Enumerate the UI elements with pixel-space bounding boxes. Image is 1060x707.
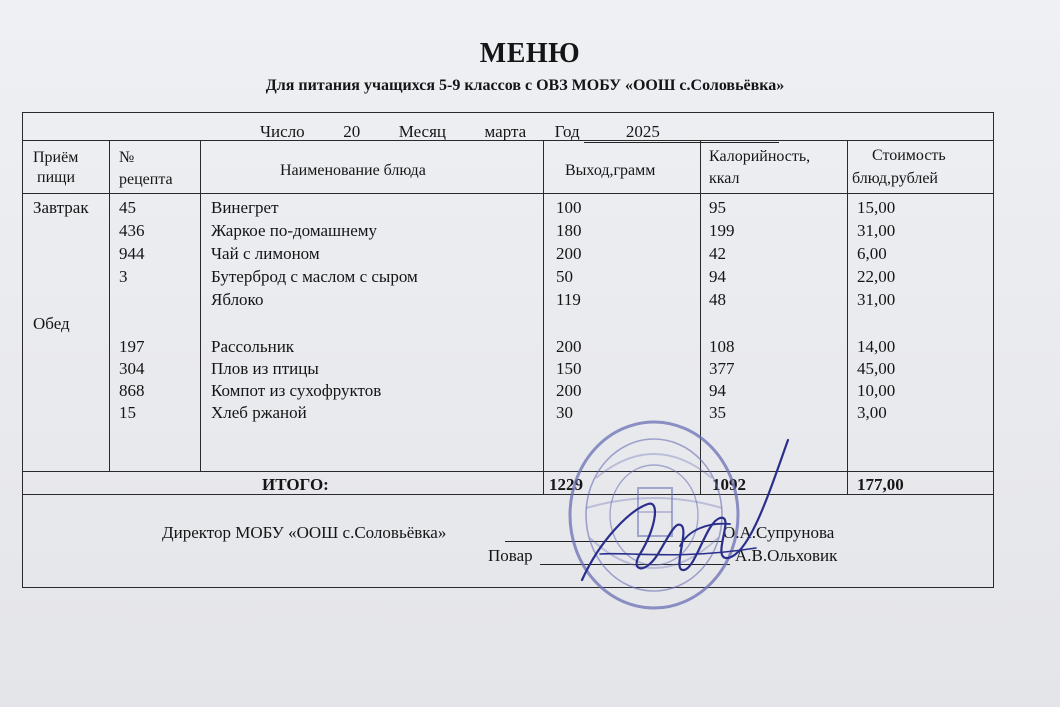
row-dish: Яблоко <box>211 290 264 309</box>
row-dish: Бутерброд с маслом с сыром <box>211 267 418 286</box>
col-recipe-header-1: № <box>119 149 135 166</box>
col-yield-header: Выход,грамм <box>565 162 656 179</box>
row-yield: 50 <box>556 267 573 286</box>
table-rule <box>22 471 994 472</box>
row-cost: 3,00 <box>857 403 887 422</box>
row-cost: 6,00 <box>857 244 887 263</box>
director-signature-line <box>505 541 723 542</box>
row-yield: 180 <box>556 221 582 240</box>
year-value: 2025 <box>584 122 779 143</box>
row-kcal: 108 <box>709 337 735 356</box>
meal-lunch-label: Обед <box>33 314 70 333</box>
row-dish: Чай с лимоном <box>211 244 320 263</box>
row-recipe: 45 <box>119 198 136 217</box>
cook-name: А.В.Ольховик <box>735 546 838 565</box>
row-yield: 100 <box>556 198 582 217</box>
row-kcal: 94 <box>709 267 726 286</box>
row-kcal: 95 <box>709 198 726 217</box>
row-recipe: 197 <box>119 337 145 356</box>
row-dish: Хлеб ржаной <box>211 403 307 422</box>
director-label: Директор МОБУ «ООШ с.Соловьёвка» <box>162 523 447 542</box>
row-dish: Винегрет <box>211 198 279 217</box>
col-meal-header-2: пищи <box>37 169 76 186</box>
row-recipe: 868 <box>119 381 145 400</box>
page-subtitle: Для питания учащихся 5-9 классов с ОВЗ МОБУ «ООШ с.Соловьёвка» <box>265 77 785 94</box>
row-dish: Рассольник <box>211 337 295 356</box>
row-cost: 22,00 <box>857 267 896 286</box>
cook-label: Повар <box>488 546 533 565</box>
page-title: МЕНЮ <box>479 38 581 69</box>
row-yield: 200 <box>556 244 582 263</box>
column-divider <box>700 140 701 494</box>
table-rule <box>22 494 994 495</box>
row-cost: 31,00 <box>857 290 896 309</box>
row-recipe: 15 <box>119 403 136 422</box>
row-kcal: 35 <box>709 403 726 422</box>
row-cost: 45,00 <box>857 359 896 378</box>
row-cost: 15,00 <box>857 198 896 217</box>
row-recipe: 3 <box>119 267 128 286</box>
total-label: ИТОГО: <box>262 475 329 494</box>
column-divider <box>109 140 110 471</box>
row-yield: 30 <box>556 403 573 422</box>
day-label: Число <box>260 122 305 141</box>
row-dish: Плов из птицы <box>211 359 319 378</box>
cook-signature-line <box>540 564 730 565</box>
date-line <box>260 122 779 143</box>
col-dish-header: Наименование блюда <box>280 162 426 179</box>
total-kcal: 1092 <box>712 475 746 494</box>
row-yield: 200 <box>556 381 582 400</box>
row-yield: 119 <box>556 290 581 309</box>
column-divider <box>543 140 544 494</box>
col-kcal-header-2: ккал <box>709 170 740 187</box>
row-dish: Компот из сухофруктов <box>211 381 382 400</box>
row-cost: 14,00 <box>857 337 896 356</box>
row-kcal: 199 <box>709 221 735 240</box>
col-cost-header-1: Стоимость <box>872 147 946 164</box>
row-recipe: 304 <box>119 359 145 378</box>
col-meal-header-1: Приём <box>33 149 79 166</box>
director-name: О.А.Супрунова <box>723 523 835 542</box>
row-kcal: 94 <box>709 381 726 400</box>
row-kcal: 42 <box>709 244 726 263</box>
row-yield: 150 <box>556 359 582 378</box>
total-yield: 1229 <box>549 475 583 494</box>
col-kcal-header-1: Калорийность, <box>709 148 811 165</box>
month-value: марта <box>484 122 527 141</box>
day-value: 20 <box>343 122 361 141</box>
row-cost: 31,00 <box>857 221 896 240</box>
col-cost-header-2: блюд,рублей <box>852 170 938 187</box>
row-kcal: 48 <box>709 290 726 309</box>
year-label: Год <box>554 122 580 141</box>
col-recipe-header-2: рецепта <box>119 171 173 188</box>
row-recipe: 436 <box>119 221 145 240</box>
table-rule <box>22 193 994 194</box>
row-recipe: 944 <box>119 244 145 263</box>
row-dish: Жаркое по-домашнему <box>211 221 378 240</box>
month-label: Месяц <box>398 122 447 141</box>
meal-breakfast-label: Завтрак <box>33 198 89 217</box>
row-kcal: 377 <box>709 359 735 378</box>
column-divider <box>847 140 848 494</box>
total-cost: 177,00 <box>857 475 904 494</box>
column-divider <box>200 140 201 471</box>
row-cost: 10,00 <box>857 381 896 400</box>
row-yield: 200 <box>556 337 582 356</box>
